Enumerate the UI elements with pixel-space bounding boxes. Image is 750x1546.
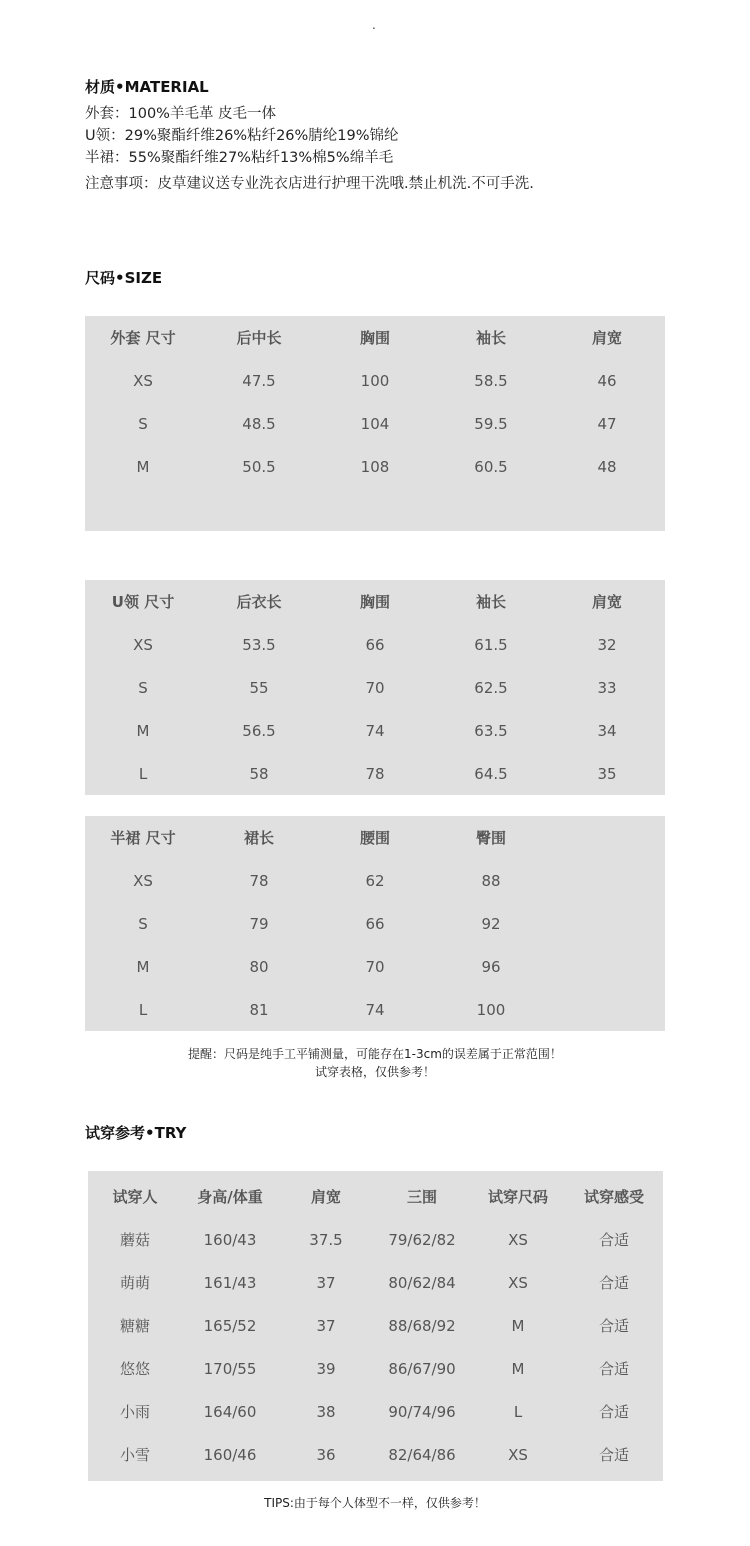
table-cell: 79 <box>249 915 269 933</box>
table-cell: 萌萌 <box>119 1274 150 1292</box>
table-header-cell: 外套 尺寸 <box>110 329 176 347</box>
table-header-cell: 试穿人 <box>112 1188 158 1206</box>
table-cell: 36 <box>316 1446 336 1464</box>
table-cell: 161/43 <box>203 1274 257 1292</box>
table-cell: 48 <box>597 458 617 476</box>
table-cell: 33 <box>597 679 617 697</box>
table-cell: 56.5 <box>242 722 276 740</box>
table-cell: L <box>513 1403 523 1421</box>
table-cell: 86/67/90 <box>388 1360 456 1378</box>
table-header-cell: 后中长 <box>236 329 282 347</box>
table-cell: 66 <box>365 915 385 933</box>
table-row <box>85 912 665 936</box>
table-cell: 92 <box>481 915 501 933</box>
table-cell: 164/60 <box>203 1403 257 1421</box>
table-cell: M <box>511 1360 525 1378</box>
table-cell: 50.5 <box>242 458 276 476</box>
table-header-cell: 肩宽 <box>591 329 622 347</box>
table-cell: 165/52 <box>203 1317 257 1335</box>
table-cell: 78 <box>365 765 385 783</box>
table-cell: 59.5 <box>474 415 508 433</box>
table-cell: 55 <box>249 679 269 697</box>
table-header-cell: 胸围 <box>359 593 390 611</box>
table-header-cell: 身高/体重 <box>197 1188 263 1206</box>
table-cell: 70 <box>365 679 385 697</box>
table-cell: 100 <box>476 1001 506 1019</box>
table-cell: 合适 <box>598 1446 629 1464</box>
table-cell: M <box>136 722 150 740</box>
table-cell: XS <box>508 1231 528 1249</box>
table-row <box>85 998 665 1022</box>
table-row <box>88 1314 663 1338</box>
table-cell: 80 <box>249 958 269 976</box>
table-cell: 96 <box>481 958 501 976</box>
table-cell: L <box>138 1001 148 1019</box>
table-header-cell: 三围 <box>406 1188 437 1206</box>
table-header-row <box>85 826 665 850</box>
table-cell: 81 <box>249 1001 269 1019</box>
table-cell: 80/62/84 <box>388 1274 456 1292</box>
table-row <box>85 762 665 786</box>
table-cell: 90/74/96 <box>388 1403 456 1421</box>
table-cell: 47 <box>597 415 617 433</box>
table-cell: 合适 <box>598 1317 629 1335</box>
table-cell: 104 <box>360 415 390 433</box>
table-cell: 63.5 <box>474 722 508 740</box>
table-cell: 58.5 <box>474 372 508 390</box>
table-row <box>85 719 665 743</box>
table-cell: XS <box>133 372 153 390</box>
table-header-cell: 试穿感受 <box>583 1188 644 1206</box>
table-row <box>85 676 665 700</box>
try-title: 试穿参考•TRY <box>85 1124 187 1142</box>
table-cell: 100 <box>360 372 390 390</box>
try-tips: TIPS:由于每个人体型不一样，仅供参考！ <box>264 1496 486 1510</box>
table-cell: 60.5 <box>474 458 508 476</box>
table-cell: XS <box>133 636 153 654</box>
table-cell: S <box>138 915 148 933</box>
size-note-line2: 试穿表格，仅供参考！ <box>314 1065 435 1079</box>
table-cell: 小雨 <box>119 1403 150 1421</box>
table-cell: 64.5 <box>474 765 508 783</box>
table-cell: M <box>136 958 150 976</box>
table-cell: 108 <box>360 458 390 476</box>
table-header-cell: 胸围 <box>359 329 390 347</box>
table-cell: 88 <box>481 872 501 890</box>
table-cell: 53.5 <box>242 636 276 654</box>
table-row <box>88 1271 663 1295</box>
table-cell: 61.5 <box>474 636 508 654</box>
table-cell: XS <box>508 1274 528 1292</box>
table-cell: 合适 <box>598 1360 629 1378</box>
table-cell: 160/46 <box>203 1446 257 1464</box>
table-cell: 32 <box>597 636 617 654</box>
table-cell: 58 <box>249 765 269 783</box>
table-header-row <box>85 326 665 350</box>
table-header-cell: 袖长 <box>475 593 506 611</box>
table-cell: XS <box>133 872 153 890</box>
table-header-cell: 肩宽 <box>310 1188 341 1206</box>
table-cell: S <box>138 679 148 697</box>
table-cell: 34 <box>597 722 617 740</box>
table-row <box>85 633 665 657</box>
material-title: 材质•MATERIAL <box>85 78 209 96</box>
size-note-line1: 提醒：尺码是纯手工平铺测量，可能存在1-3cm的误差属于正常范围！ <box>188 1047 562 1061</box>
material-line-ucollar: U领：29%聚酯纤维26%粘纤26%腈纶19%锦纶 <box>85 128 399 144</box>
table-cell: 48.5 <box>242 415 276 433</box>
coat-size-table <box>85 316 665 531</box>
table-cell: XS <box>508 1446 528 1464</box>
table-cell: 35 <box>597 765 617 783</box>
table-row <box>88 1400 663 1424</box>
table-cell: 合适 <box>598 1274 629 1292</box>
material-line-skirt: 半裙：55%聚酯纤维27%粘纤13%棉5%绵羊毛 <box>85 150 394 166</box>
try-on-table <box>88 1171 663 1481</box>
table-cell: 糖糖 <box>119 1317 150 1335</box>
table-cell: 46 <box>597 372 617 390</box>
table-cell: M <box>136 458 150 476</box>
table-cell: 37 <box>316 1317 336 1335</box>
table-cell: 74 <box>365 722 385 740</box>
table-header-cell: 腰围 <box>359 829 390 847</box>
table-cell: 悠悠 <box>119 1360 150 1378</box>
table-row <box>88 1443 663 1467</box>
table-header-cell: 后衣长 <box>236 593 282 611</box>
table-cell: 82/64/86 <box>388 1446 456 1464</box>
table-header-cell: 半裙 尺寸 <box>110 829 176 847</box>
table-cell: 37.5 <box>309 1231 343 1249</box>
table-header-row <box>85 590 665 614</box>
table-header-row <box>88 1185 663 1209</box>
table-cell: 47.5 <box>242 372 276 390</box>
table-cell: 蘑菇 <box>119 1231 150 1249</box>
table-cell: S <box>138 415 148 433</box>
ucollar-size-table <box>85 580 665 795</box>
table-header-cell: 肩宽 <box>591 593 622 611</box>
table-row <box>85 455 665 479</box>
table-row <box>85 369 665 393</box>
table-cell: 合适 <box>598 1403 629 1421</box>
table-header-cell: U领 尺寸 <box>111 593 175 611</box>
table-row <box>88 1228 663 1252</box>
table-cell: 37 <box>316 1274 336 1292</box>
table-cell: 74 <box>365 1001 385 1019</box>
table-cell: 78 <box>249 872 269 890</box>
table-cell: M <box>511 1317 525 1335</box>
table-header-cell: 袖长 <box>475 329 506 347</box>
table-header-cell: 臀围 <box>475 829 506 847</box>
table-cell: 39 <box>316 1360 336 1378</box>
table-cell: 62 <box>365 872 385 890</box>
table-cell: 62.5 <box>474 679 508 697</box>
material-care-note: 注意事项：皮草建议送专业洗衣店进行护理干洗哦.禁止机洗.不可手洗. <box>85 176 534 192</box>
table-row <box>85 955 665 979</box>
table-cell: 79/62/82 <box>388 1231 456 1249</box>
table-header-cell: 裙长 <box>243 829 274 847</box>
table-row <box>85 412 665 436</box>
top-mark: . <box>372 18 376 32</box>
table-cell: 合适 <box>598 1231 629 1249</box>
material-line-coat: 外套：100%羊毛革 皮毛一体 <box>85 106 277 122</box>
table-cell: 小雪 <box>119 1446 150 1464</box>
table-cell: 38 <box>316 1403 336 1421</box>
table-row <box>88 1357 663 1381</box>
size-title: 尺码•SIZE <box>85 269 163 287</box>
table-cell: 70 <box>365 958 385 976</box>
table-row <box>85 869 665 893</box>
table-cell: 160/43 <box>203 1231 257 1249</box>
skirt-size-table <box>85 816 665 1031</box>
table-cell: 66 <box>365 636 385 654</box>
table-cell: 88/68/92 <box>388 1317 456 1335</box>
table-cell: 170/55 <box>203 1360 257 1378</box>
table-cell: L <box>138 765 148 783</box>
table-header-cell: 试穿尺码 <box>487 1188 548 1206</box>
